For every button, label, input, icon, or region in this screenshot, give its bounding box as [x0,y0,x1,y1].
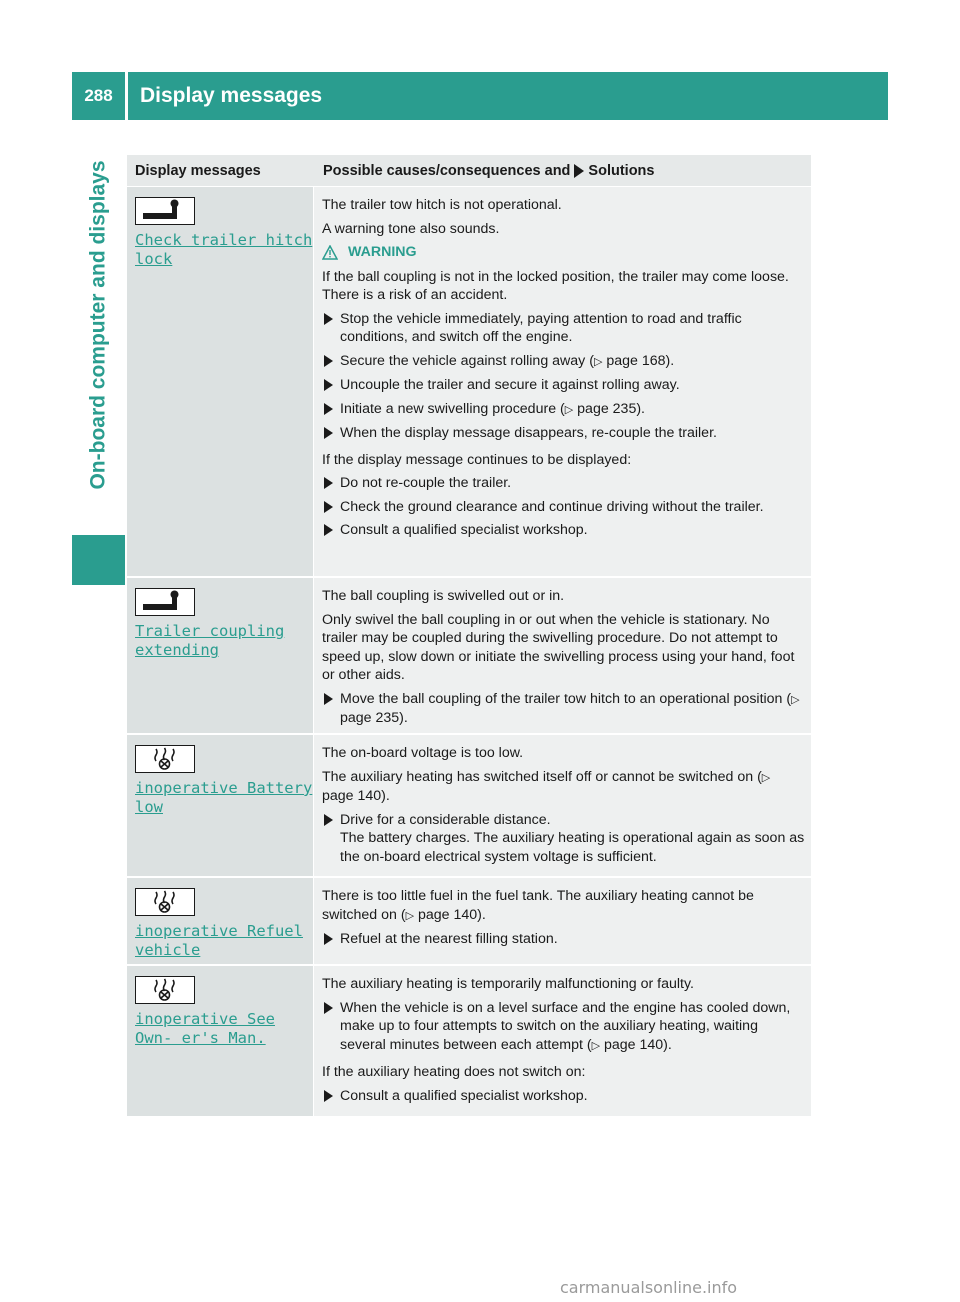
page-ref-icon: ▷ [593,355,603,368]
list-item [322,498,805,517]
list-item-text [340,811,805,867]
table-row [127,187,811,578]
page-ref-icon: ▷ [761,771,771,784]
list-item-text-a: When the vehicle is on a level surface and the engine has cooled down, make up to four attempts to switch on the auxiliary heating, waiting several minutes between each attempt ( [340,999,791,1053]
cause-text: A warning tone also sounds. [322,220,500,237]
list-item-text [340,400,645,420]
bullet-arrow-icon [324,379,333,391]
list-item [322,400,805,420]
bullet-arrow-icon [324,524,333,536]
display-message-text: Trailer coupling extending [135,622,285,659]
sidebar-marker [72,535,125,585]
list-item-text-b: page 235). [340,710,408,726]
page-ref-icon: ▷ [405,909,415,922]
table-header [127,155,811,186]
list-item [322,310,805,347]
display-message-text: inoperative Refuel vehicle [135,922,303,959]
warning-heading [322,243,805,262]
cause-text: Only swivel the ball coupling in or out when the vehicle is stationary. No trailer may be coupled during the swivelling procedure. Do not attempt to speed up, slow down or initiate the swivelling process using your hand, foot or other aids. [322,611,795,683]
auxiliary-heating-icon [135,745,195,773]
table-row [127,735,811,878]
cause-text: The on-board voltage is too low. [322,745,524,761]
message-cell [127,187,314,576]
list-item-text-b: page 140). [600,1036,672,1053]
list-item-text: Uncouple the trailer and secure it against rolling away. [340,377,680,393]
list-item [322,930,805,949]
warning-text: If the ball coupling is not in the locked position, the trailer may come loose. There is a risk of an accident. [322,268,789,303]
message-cell [127,966,314,1116]
cause-text: The auxiliary heating is temporarily malfunctioning or faulty. [322,976,694,992]
trailer-hitch-icon [135,588,195,616]
solution-cell [314,966,811,1116]
list-item [322,811,805,867]
solution-cell [314,735,811,876]
bullet-arrow-icon [324,814,333,826]
list-item-text [340,999,805,1056]
list-item-text-b: The battery charges. The auxiliary heating is operational again as soon as the on-board electrical system voltage is sufficient. [340,830,805,865]
warning-label: WARNING [348,244,417,260]
list-item [322,352,805,372]
header-display-messages: Display messages [135,162,261,179]
bullet-arrow-icon [324,355,333,367]
list-item-text: When the display message disappears, re-couple the trailer. [340,425,717,441]
list-item [322,376,805,395]
bullet-arrow-icon [324,427,333,439]
list-item [322,424,805,443]
message-cell [127,735,314,876]
list-item [322,521,805,540]
list-item [322,1087,805,1106]
sidebar-label-text: On-board computer and displays [86,160,110,490]
list-item-text-a: Drive for a considerable distance. [340,811,551,828]
page-header [128,72,888,120]
list-item-text-a: Move the ball coupling of the trailer tow hitch to an operational position ( [340,690,792,707]
sidebar-section-label [72,125,125,525]
bullet-arrow-icon [324,1090,333,1102]
page-ref-icon: ▷ [791,693,800,706]
list-item-text-b: page 168). [602,352,675,369]
cause-text-a: There is too little fuel in the fuel tank. The auxiliary heating cannot be switched on ( [322,888,754,923]
bullet-arrow-icon [324,933,333,945]
list-item-text: Consult a qualified specialist workshop. [340,522,588,538]
bullet-arrow-icon [324,403,333,415]
auxiliary-heating-icon [135,976,195,1004]
warning-triangle-icon [322,245,338,260]
page-ref-icon: ▷ [591,1039,601,1052]
header-causes-text: Possible causes/consequences and [323,162,571,179]
list-item-text: Consult a qualified specialist workshop. [340,1087,588,1104]
cause-text [322,768,805,806]
solution-cell [314,878,811,964]
list-item-text: Check the ground clearance and continue driving without the trailer. [340,498,764,515]
list-item-text [340,352,674,372]
solution-arrow-icon [574,164,584,178]
list-item-text-a: Secure the vehicle against rolling away ( [340,352,594,369]
display-message-text: inoperative Battery low [135,779,313,816]
bullet-arrow-icon [324,313,333,325]
list-item-text [340,690,805,728]
list-item-text: Do not re-couple the trailer. [340,475,512,491]
display-messages-table [127,155,811,1118]
message-cell [127,878,314,964]
cause-text: The trailer tow hitch is not operational. [322,197,562,213]
list-item-text: Stop the vehicle immediately, paying attention to road and traffic conditions, and switch off the engine. [340,310,742,345]
display-message-text: Check trailer hitch lock [135,231,313,268]
list-item-text-b: page 235). [573,400,646,417]
bullet-arrow-icon [324,477,333,489]
list-item [322,690,805,728]
cause-text: If the display message continues to be displayed: [322,451,632,468]
cause-text-b: page 140). [414,906,486,923]
page-title: Display messages [140,84,323,107]
cause-text: If the auxiliary heating does not switch on: [322,1064,586,1080]
cause-text [322,887,805,925]
page-ref-icon: ▷ [564,403,574,416]
table-row [127,878,811,966]
table-row [127,578,811,735]
bullet-arrow-icon [324,693,333,705]
list-item-text: Refuel at the nearest filling station. [340,931,558,947]
list-item-text-a: Initiate a new swivelling procedure ( [340,400,565,417]
list-item [322,474,805,493]
bullet-arrow-icon [324,1002,333,1014]
auxiliary-heating-icon [135,888,195,916]
cause-text-a: The auxiliary heating has switched itself off or cannot be switched on ( [322,768,762,785]
table-row [127,966,811,1118]
solution-cell [314,578,811,733]
solution-cell [314,187,811,576]
watermark: carmanualsonline.info [560,1278,738,1297]
page-number: 288 [72,72,125,120]
trailer-hitch-icon [135,197,195,225]
header-solutions-text: Solutions [588,162,655,179]
bullet-arrow-icon [324,501,333,513]
header-causes-solutions [315,163,811,179]
message-cell [127,578,314,733]
list-item [322,999,805,1056]
cause-text: The ball coupling is swivelled out or in. [322,588,565,604]
cause-text-b: page 140). [322,788,390,804]
display-message-text: inoperative See Own‐ er's Man. [135,1010,275,1047]
